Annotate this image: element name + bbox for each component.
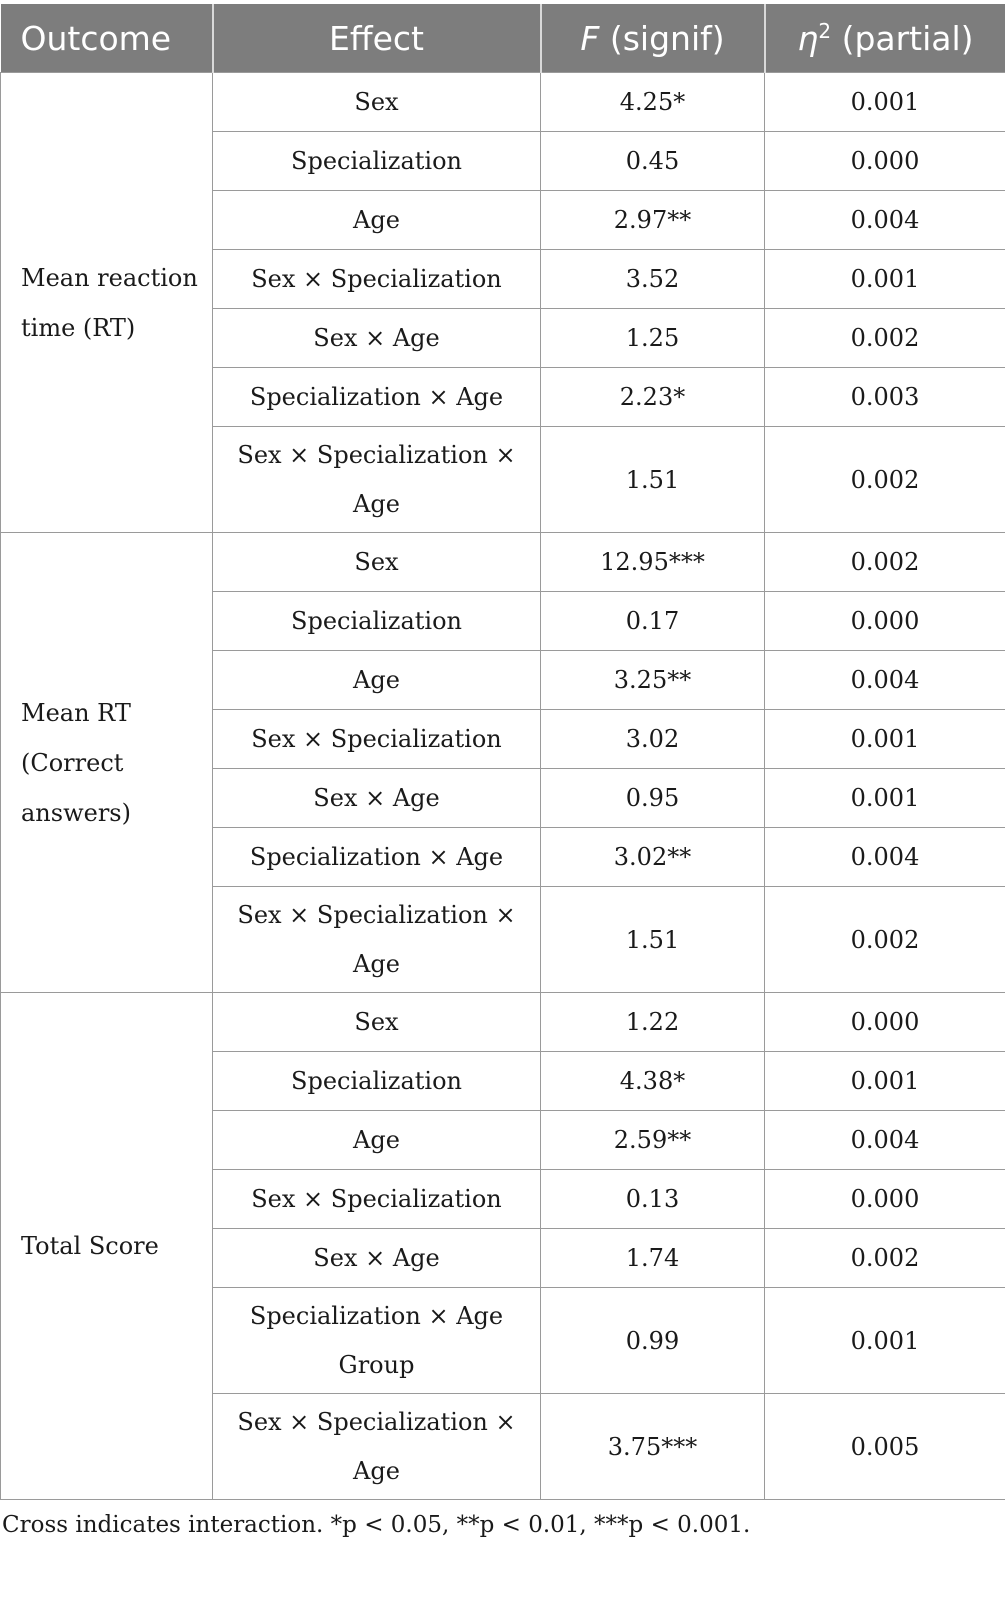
f-value-cell: 2.97** bbox=[541, 191, 765, 250]
f-value-cell: 2.23* bbox=[541, 368, 765, 427]
eta-value-cell: 0.002 bbox=[765, 533, 1005, 592]
f-value-cell: 2.59** bbox=[541, 1111, 765, 1170]
effect-cell: Sex × Specialization bbox=[213, 1170, 541, 1229]
effect-cell: Sex × Age bbox=[213, 769, 541, 828]
effect-cell: Sex × Specialization × Age bbox=[213, 427, 541, 533]
eta-value-cell: 0.005 bbox=[765, 1394, 1005, 1500]
f-value-cell: 0.95 bbox=[541, 769, 765, 828]
effect-cell: Specialization × Age Group bbox=[213, 1288, 541, 1394]
table-footnote: Cross indicates interaction. *p < 0.05, **p < 0.01, ***p < 0.001. bbox=[2, 1512, 751, 1538]
eta-value-cell: 0.002 bbox=[765, 309, 1005, 368]
f-value-cell: 1.22 bbox=[541, 993, 765, 1052]
eta-value-cell: 0.000 bbox=[765, 1170, 1005, 1229]
f-value-cell: 3.52 bbox=[541, 250, 765, 309]
eta-value-cell: 0.000 bbox=[765, 132, 1005, 191]
eta-value-cell: 0.001 bbox=[765, 710, 1005, 769]
f-value-cell: 3.02 bbox=[541, 710, 765, 769]
f-value-cell: 1.25 bbox=[541, 309, 765, 368]
eta-value-cell: 0.002 bbox=[765, 427, 1005, 533]
f-value-cell: 3.02** bbox=[541, 828, 765, 887]
outcome-cell: Mean RT (Correct answers) bbox=[1, 533, 213, 993]
effect-cell: Sex bbox=[213, 993, 541, 1052]
f-value-cell: 4.25* bbox=[541, 73, 765, 132]
header-f-signif: F (signif) bbox=[541, 4, 765, 73]
effect-cell: Sex × Specialization bbox=[213, 710, 541, 769]
f-value-cell: 0.17 bbox=[541, 592, 765, 651]
effect-cell: Specialization × Age bbox=[213, 368, 541, 427]
effect-cell: Sex × Specialization × Age bbox=[213, 1394, 541, 1500]
eta-value-cell: 0.001 bbox=[765, 769, 1005, 828]
eta-value-cell: 0.004 bbox=[765, 651, 1005, 710]
eta-value-cell: 0.003 bbox=[765, 368, 1005, 427]
effect-cell: Age bbox=[213, 651, 541, 710]
effect-cell: Sex × Age bbox=[213, 309, 541, 368]
header-eta-partial: $\eta^2$ (partial) bbox=[765, 4, 1005, 73]
outcome-cell: Total Score bbox=[1, 993, 213, 1500]
f-value-cell: 1.51 bbox=[541, 427, 765, 533]
header-effect: Effect bbox=[213, 4, 541, 73]
anova-table bbox=[0, 4, 1005, 1500]
table-header bbox=[1, 4, 1005, 73]
header-f-symbol: F bbox=[580, 18, 600, 58]
outcome-cell: Mean reaction time (RT) bbox=[1, 73, 213, 533]
f-value-cell: 0.13 bbox=[541, 1170, 765, 1229]
eta-value-cell: 0.004 bbox=[765, 191, 1005, 250]
f-value-cell: 0.99 bbox=[541, 1288, 765, 1394]
eta-value-cell: 0.002 bbox=[765, 887, 1005, 993]
eta-value-cell: 0.000 bbox=[765, 993, 1005, 1052]
header-outcome: Outcome bbox=[1, 4, 213, 73]
eta-value-cell: 0.004 bbox=[765, 828, 1005, 887]
effect-cell: Sex bbox=[213, 73, 541, 132]
effect-cell: Sex bbox=[213, 533, 541, 592]
eta-value-cell: 0.000 bbox=[765, 592, 1005, 651]
effect-cell: Specialization bbox=[213, 132, 541, 191]
eta-value-cell: 0.001 bbox=[765, 1052, 1005, 1111]
effect-cell: Specialization bbox=[213, 592, 541, 651]
effect-cell: Sex × Specialization bbox=[213, 250, 541, 309]
eta-value-cell: 0.001 bbox=[765, 1288, 1005, 1394]
f-value-cell: 12.95*** bbox=[541, 533, 765, 592]
f-value-cell: 1.74 bbox=[541, 1229, 765, 1288]
f-value-cell: 3.75*** bbox=[541, 1394, 765, 1500]
header-row bbox=[1, 4, 1005, 73]
table-container bbox=[0, 4, 1005, 1538]
table-body bbox=[1, 73, 1005, 1500]
effect-cell: Age bbox=[213, 1111, 541, 1170]
f-value-cell: 3.25** bbox=[541, 651, 765, 710]
eta-value-cell: 0.001 bbox=[765, 250, 1005, 309]
f-value-cell: 1.51 bbox=[541, 887, 765, 993]
eta-value-cell: 0.001 bbox=[765, 73, 1005, 132]
table-row bbox=[1, 993, 1005, 1052]
effect-cell: Sex × Specialization × Age bbox=[213, 887, 541, 993]
effect-cell: Sex × Age bbox=[213, 1229, 541, 1288]
effect-cell: Specialization × Age bbox=[213, 828, 541, 887]
effect-cell: Specialization bbox=[213, 1052, 541, 1111]
f-value-cell: 4.38* bbox=[541, 1052, 765, 1111]
f-value-cell: 0.45 bbox=[541, 132, 765, 191]
effect-cell: Age bbox=[213, 191, 541, 250]
eta-value-cell: 0.002 bbox=[765, 1229, 1005, 1288]
table-row bbox=[1, 73, 1005, 132]
eta-value-cell: 0.004 bbox=[765, 1111, 1005, 1170]
header-eta-symbol: η bbox=[797, 18, 819, 58]
table-row bbox=[1, 533, 1005, 592]
